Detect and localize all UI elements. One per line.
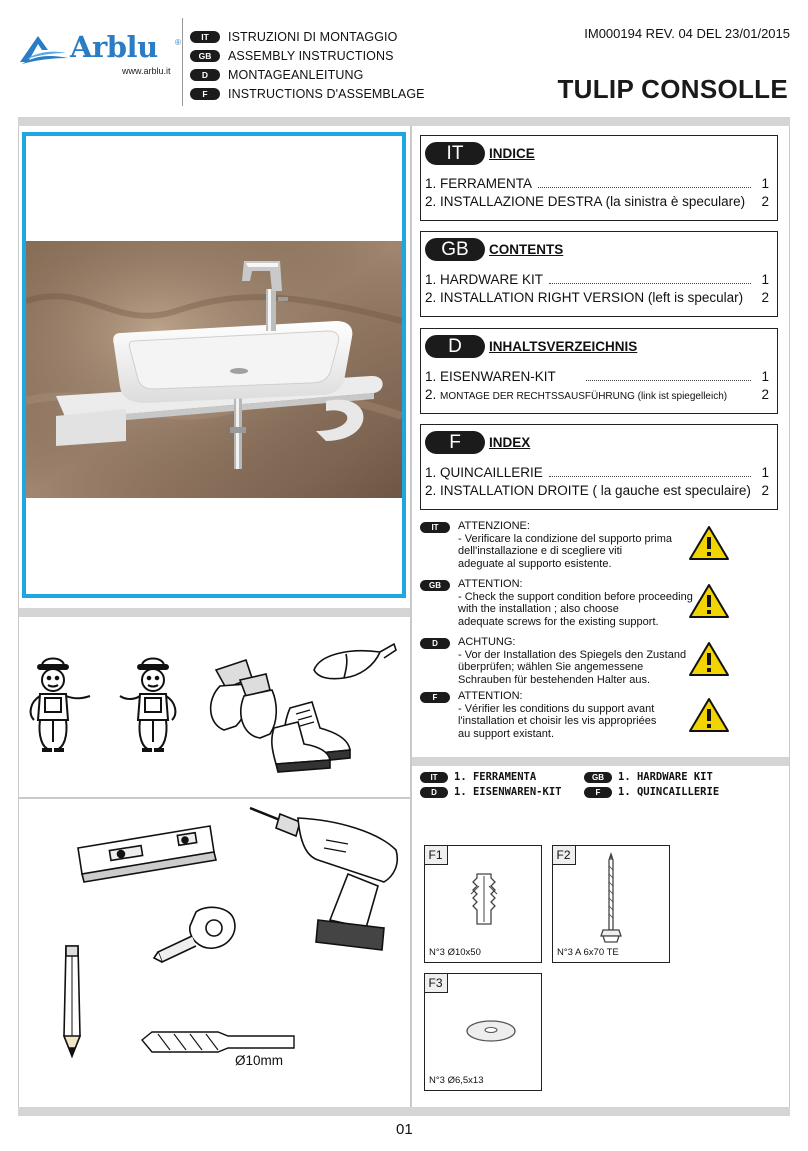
index-title: INHALTSVERZEICHNIS — [489, 339, 638, 354]
language-row-d — [190, 65, 425, 84]
spirit-level-icon — [78, 826, 216, 882]
lang-badge: F — [425, 431, 485, 454]
entry-page: 1 — [761, 176, 769, 191]
lang-badge: F — [584, 787, 612, 798]
language-label: INSTRUCTIONS D'ASSEMBLAGE — [228, 86, 425, 101]
brand-logo — [18, 26, 180, 82]
entry-number: 2. — [425, 194, 437, 209]
warning-line: adeguate al supporto esistente. — [458, 557, 612, 570]
safety-shoes-icon — [272, 702, 350, 772]
index-entry[interactable] — [425, 272, 769, 287]
right-edge-line — [789, 126, 790, 1107]
hardware-header-label: 1. QUINCAILLERIE — [618, 786, 720, 798]
warning-text — [458, 520, 672, 570]
language-label: ISTRUZIONI DI MONTAGGIO — [228, 29, 398, 44]
index-title: CONTENTS — [489, 242, 564, 257]
entry-page: 2 — [761, 387, 769, 402]
language-list — [190, 27, 425, 103]
lang-badge: F — [190, 88, 220, 100]
worker-icon — [120, 659, 175, 751]
index-entry[interactable] — [425, 176, 769, 191]
top-band — [18, 117, 790, 126]
index-entry[interactable] — [425, 387, 769, 402]
entry-page: 2 — [761, 290, 769, 305]
part-caption: N°3 A 6x70 TE — [557, 947, 619, 958]
warning-line: Schrauben für bestehenden Halter aus. — [458, 673, 651, 686]
safety-equipment-illustration — [18, 620, 410, 796]
index-entry[interactable] — [425, 194, 769, 209]
warning-title: ATTENZIONE: — [458, 520, 530, 532]
hardware-header-label: 1. FERRAMENTA — [454, 771, 537, 783]
warning-line: dell'installazione e di scegliere viti — [458, 545, 623, 557]
warning-text — [458, 636, 686, 686]
index-header — [425, 142, 535, 165]
index-box-d — [420, 328, 778, 414]
entry-number: 1. — [425, 369, 437, 384]
entry-text: INSTALLAZIONE DESTRA (la sinistra è speculare) — [440, 194, 746, 209]
drill-bit-icon — [142, 1032, 294, 1052]
lang-badge: IT — [420, 772, 448, 783]
index-header — [425, 431, 530, 454]
left-section-band — [18, 608, 410, 617]
entry-text: HARDWARE KIT — [440, 272, 544, 287]
index-box-gb — [420, 231, 778, 317]
warning-text — [458, 578, 693, 628]
pencil-icon — [64, 946, 80, 1056]
product-photo — [26, 241, 402, 498]
entry-page: 2 — [761, 194, 769, 209]
index-header — [425, 238, 563, 261]
warning-text — [458, 690, 656, 740]
warning-triangle-icon — [688, 697, 730, 733]
entry-number: 2. — [425, 387, 437, 402]
warning-line: adequate screws for the existing support. — [458, 615, 659, 628]
lang-badge: IT — [425, 142, 485, 165]
lang-badge: F — [420, 692, 450, 703]
gloves-icon — [211, 660, 277, 738]
center-divider — [410, 126, 412, 1107]
index-entry[interactable] — [425, 483, 769, 498]
leader-dots — [549, 274, 751, 284]
bottom-band — [18, 1107, 790, 1116]
registered-mark: ® — [175, 38, 181, 47]
warning-title: ACHTUNG: — [458, 636, 516, 648]
worker-icon — [31, 659, 90, 751]
right-section-band — [412, 757, 790, 766]
part-caption: N°3 Ø6,5x13 — [429, 1075, 484, 1086]
warning-line: - Vérifier les conditions du support avant — [458, 702, 655, 715]
entry-page: 1 — [761, 465, 769, 480]
warning-line: with the installation ; also choose — [458, 603, 619, 615]
entry-number: 2. — [425, 483, 437, 498]
part-tag: F1 — [424, 845, 448, 865]
entry-page: 2 — [761, 483, 769, 498]
index-entry[interactable] — [425, 369, 769, 384]
entry-text: FERRAMENTA — [440, 176, 533, 191]
hardware-header-label: 1. EISENWAREN-KIT — [454, 786, 562, 798]
warning-triangle-icon — [688, 583, 730, 619]
hardware-header-d — [420, 786, 561, 798]
part-f2 — [552, 845, 670, 963]
warning-line: l'installation et choisir les vis appropriées — [458, 715, 657, 727]
warning-line: au support existant. — [458, 727, 555, 740]
language-row-it — [190, 27, 425, 46]
index-header — [425, 335, 637, 358]
lang-badge: IT — [190, 31, 220, 43]
product-photo-frame — [22, 132, 406, 598]
part-tag: F3 — [424, 973, 448, 993]
page-number: 01 — [396, 1121, 413, 1138]
website-link[interactable]: www.arblu.it — [122, 66, 171, 76]
safety-glasses-icon — [314, 644, 396, 679]
tape-measure-icon — [154, 907, 235, 962]
drill-icon — [250, 808, 397, 950]
entry-text: MONTAGE DER RECHTSSAUSFÜHRUNG (link ist spiegelleich) — [440, 391, 728, 402]
leader-dots — [586, 371, 751, 381]
lang-badge: D — [420, 638, 450, 649]
index-entry[interactable] — [425, 290, 769, 305]
lang-badge: D — [425, 335, 485, 358]
entry-text: INSTALLATION RIGHT VERSION (left is specular) — [440, 290, 744, 305]
hardware-header-it — [420, 771, 536, 783]
lang-badge: IT — [420, 522, 450, 533]
language-row-gb — [190, 46, 425, 65]
lang-badge: GB — [584, 772, 612, 783]
index-entry[interactable] — [425, 465, 769, 480]
entry-page: 1 — [761, 369, 769, 384]
lang-badge: GB — [420, 580, 450, 591]
lang-badge: GB — [190, 50, 220, 62]
product-title: TULIP CONSOLLE — [557, 74, 788, 104]
leader-dots — [538, 178, 751, 188]
language-label: ASSEMBLY INSTRUCTIONS — [228, 48, 394, 63]
tools-divider — [18, 797, 410, 799]
part-tag: F2 — [552, 845, 576, 865]
hardware-header-label: 1. HARDWARE KIT — [618, 771, 713, 783]
index-box-it — [420, 135, 778, 221]
hardware-header-gb — [584, 771, 713, 783]
warning-line: - Vor der Installation des Spiegels den Zustand — [458, 648, 687, 661]
warning-triangle-icon — [688, 525, 730, 561]
document-reference: IM000194 REV. 04 DEL 23/01/2015 — [584, 26, 790, 41]
header-divider — [182, 18, 183, 106]
entry-number: 1. — [425, 465, 437, 480]
warning-title: ATTENTION: — [458, 578, 523, 590]
index-title: INDEX — [489, 435, 531, 450]
entry-number: 1. — [425, 272, 437, 287]
brand-name: Arblu — [70, 30, 158, 64]
entry-text: QUINCAILLERIE — [440, 465, 543, 480]
tools-illustration — [18, 800, 410, 1108]
leader-dots — [549, 467, 751, 477]
entry-text: EISENWAREN-KIT — [440, 369, 556, 384]
drill-bit-size: Ø10mm — [235, 1053, 284, 1068]
warning-triangle-icon — [688, 641, 730, 677]
warning-title: ATTENTION: — [458, 690, 523, 702]
language-row-f — [190, 84, 425, 103]
part-f3 — [424, 973, 542, 1091]
arblu-wave-icon — [18, 32, 70, 66]
entry-text: INSTALLATION DROITE ( la gauche est speculaire) — [440, 483, 751, 498]
part-caption: N°3 Ø10x50 — [429, 947, 481, 958]
entry-page: 1 — [761, 272, 769, 287]
lang-badge: D — [190, 69, 220, 81]
part-f1 — [424, 845, 542, 963]
lang-badge: D — [420, 787, 448, 798]
warning-line: überprüfen; wählen Sie angemessene — [458, 661, 644, 673]
warning-line: - Check the support condition before proceeding — [458, 590, 693, 603]
lang-badge: GB — [425, 238, 485, 261]
entry-number: 1. — [425, 176, 437, 191]
language-label: MONTAGEANLEITUNG — [228, 67, 364, 82]
entry-number: 2. — [425, 290, 437, 305]
hardware-headers — [420, 771, 790, 805]
warning-line: - Verificare la condizione del supporto prima — [458, 532, 673, 545]
index-title: INDICE — [489, 146, 535, 161]
index-box-f — [420, 424, 778, 510]
hardware-header-f — [584, 786, 719, 798]
